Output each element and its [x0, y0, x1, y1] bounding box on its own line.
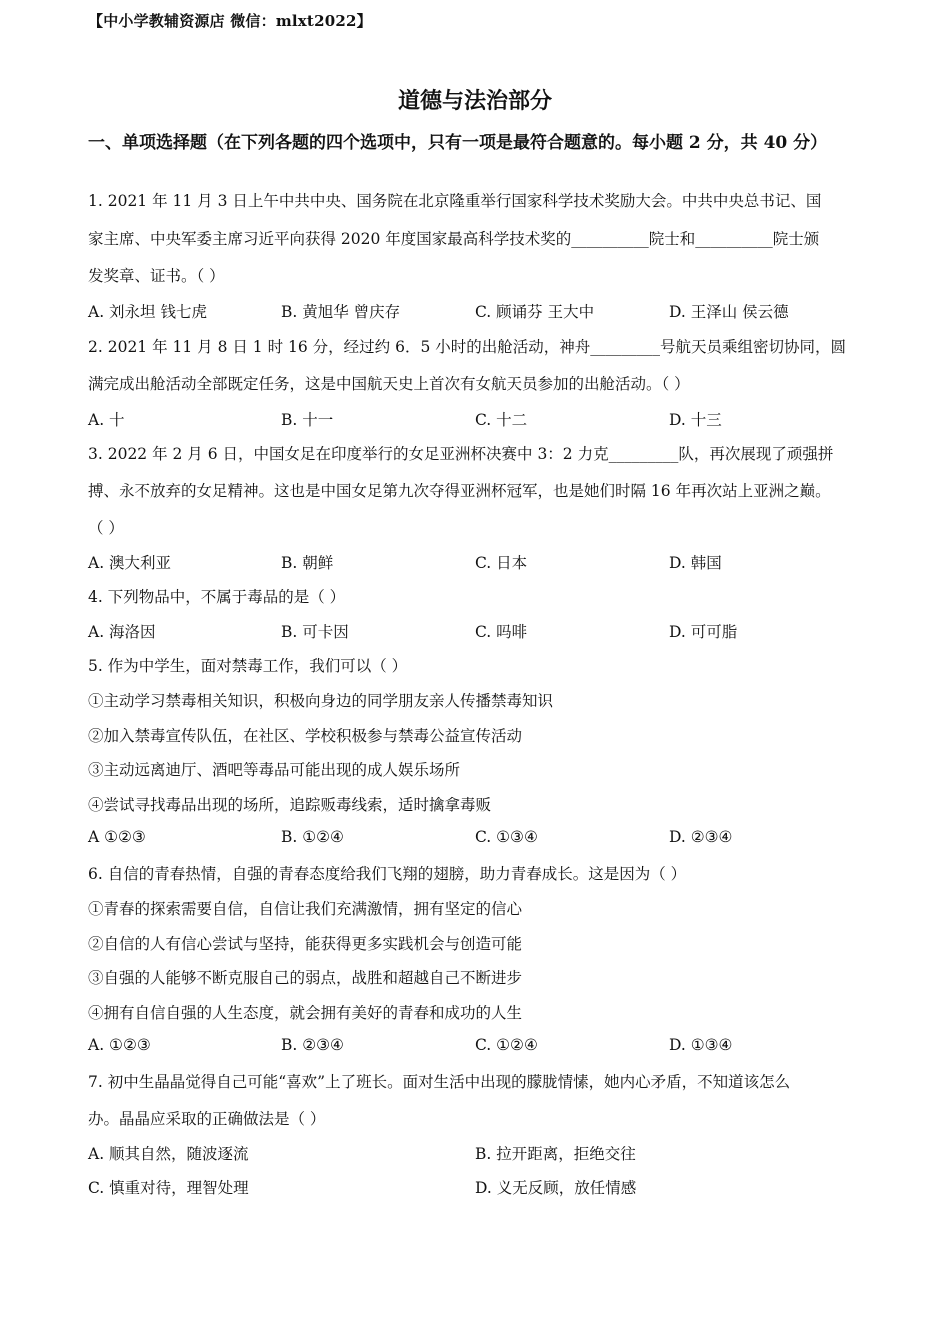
q4-line-1: 4. 下列物品中，不属于毒品的是（ ）	[88, 588, 346, 606]
q3-line-1: 3. 2022 年 2 月 6 日，中国女足在印度举行的女足亚洲杯决赛中 3：2 力克_________队，再次展现了顽强拼	[88, 445, 834, 463]
q6-option-b: B. ②③④	[281, 1036, 344, 1054]
q5-option-c: C. ①③④	[475, 828, 538, 846]
q5-option-a: A ①②③	[88, 828, 146, 846]
q1-option-c: C. 顾诵芬 王大中	[475, 303, 595, 321]
q3-option-c: C. 日本	[475, 554, 528, 572]
q7-line-2: 办。晶晶应采取的正确做法是（ ）	[88, 1110, 326, 1128]
q4-option-a: A. 海洛因	[88, 623, 156, 641]
q6-statement-1: ①青春的探索需要自信，自信让我们充满激情，拥有坚定的信心	[88, 900, 523, 918]
q7-option-b: B. 拉开距离，拒绝交往	[475, 1145, 636, 1163]
q5-option-d: D. ②③④	[669, 828, 733, 846]
q6-option-c: C. ①②④	[475, 1036, 538, 1054]
q3-option-b: B. 朝鲜	[281, 554, 334, 572]
q3-line-3: （ ）	[88, 519, 124, 537]
q6-option-a: A. ①②③	[88, 1036, 151, 1054]
q1-line-3: 发奖章、证书。（ ）	[88, 267, 225, 285]
q3-option-a: A. 澳大利亚	[88, 554, 172, 572]
q4-option-b: B. 可卡因	[281, 623, 349, 641]
q3-option-d: D. 韩国	[669, 554, 722, 572]
q2-line-1: 2. 2021 年 11 月 8 日 1 时 16 分，经过约 6．5 小时的出舱活动，神舟_________号航天员乘组密切协同，圆	[88, 338, 847, 356]
q2-option-c: C. 十二	[475, 411, 528, 429]
q1-line-1: 1. 2021 年 11 月 3 日上午中共中央、国务院在北京隆重举行国家科学技术奖励大会。中共中央总书记、国	[88, 192, 822, 210]
q7-option-a: A. 顺其自然，随波逐流	[88, 1145, 249, 1163]
q5-option-b: B. ①②④	[281, 828, 344, 846]
q1-option-a: A. 刘永坦 钱七虎	[88, 303, 207, 321]
q3-line-2: 搏、永不放弃的女足精神。这也是中国女足第九次夺得亚洲杯冠军，也是她们时隔 16 年再次站上亚洲之巅。	[88, 482, 831, 500]
q7-option-c: C. 慎重对待，理智处理	[88, 1179, 249, 1197]
q4-option-d: D. 可可脂	[669, 623, 738, 641]
q5-statement-2: ②加入禁毒宣传队伍，在社区、学校积极参与禁毒公益宣传活动	[88, 727, 523, 745]
q5-statement-4: ④尝试寻找毒品出现的场所，追踪贩毒线索，适时擒拿毒贩	[88, 796, 492, 814]
q5-statement-1: ①主动学习禁毒相关知识，积极向身边的同学朋友亲人传播禁毒知识	[88, 692, 554, 710]
q2-option-d: D. 十三	[669, 411, 722, 429]
q2-line-2: 满完成出舱活动全部既定任务，这是中国航天史上首次有女航天员参加的出舱活动。（ ）	[88, 375, 690, 393]
page-title: 道德与法治部分	[397, 88, 552, 114]
q1-option-d: D. 王泽山 侯云德	[669, 303, 789, 321]
section-heading: 一、单项选择题（在下列各题的四个选项中，只有一项是最符合题意的。每小题 2 分，共 40 分）	[88, 133, 828, 153]
q6-line-1: 6. 自信的青春热情，自强的青春态度给我们飞翔的翅膀，助力青春成长。这是因为（ ）	[88, 865, 687, 883]
q1-option-b: B. 黄旭华 曾庆存	[281, 303, 401, 321]
q1-line-2: 家主席、中央军委主席习近平向获得 2020 年度国家最高科学技术奖的__________院士和__________院士颁	[88, 230, 820, 248]
q7-line-1: 7. 初中生晶晶觉得自己可能“喜欢”上了班长。面对生活中出现的朦胧情愫，她内心矛盾，不知道该怎么	[88, 1073, 791, 1091]
q6-statement-3: ③自强的人能够不断克服自己的弱点，战胜和超越自己不断进步	[88, 969, 523, 987]
q5-statement-3: ③主动远离迪厅、酒吧等毒品可能出现的成人娱乐场所	[88, 761, 461, 779]
q6-option-d: D. ①③④	[669, 1036, 733, 1054]
q5-line-1: 5. 作为中学生，面对禁毒工作，我们可以（ ）	[88, 657, 408, 675]
q4-option-c: C. 吗啡	[475, 623, 528, 641]
q6-statement-2: ②自信的人有信心尝试与坚持，能获得更多实践机会与创造可能	[88, 935, 523, 953]
q2-option-b: B. 十一	[281, 411, 334, 429]
q6-statement-4: ④拥有自信自强的人生态度，就会拥有美好的青春和成功的人生	[88, 1004, 523, 1022]
q2-option-a: A. 十	[88, 411, 125, 429]
q7-option-d: D. 义无反顾，放任情感	[475, 1179, 637, 1197]
page-header: 【中小学教辅资源店 微信：mlxt2022】	[88, 12, 372, 30]
